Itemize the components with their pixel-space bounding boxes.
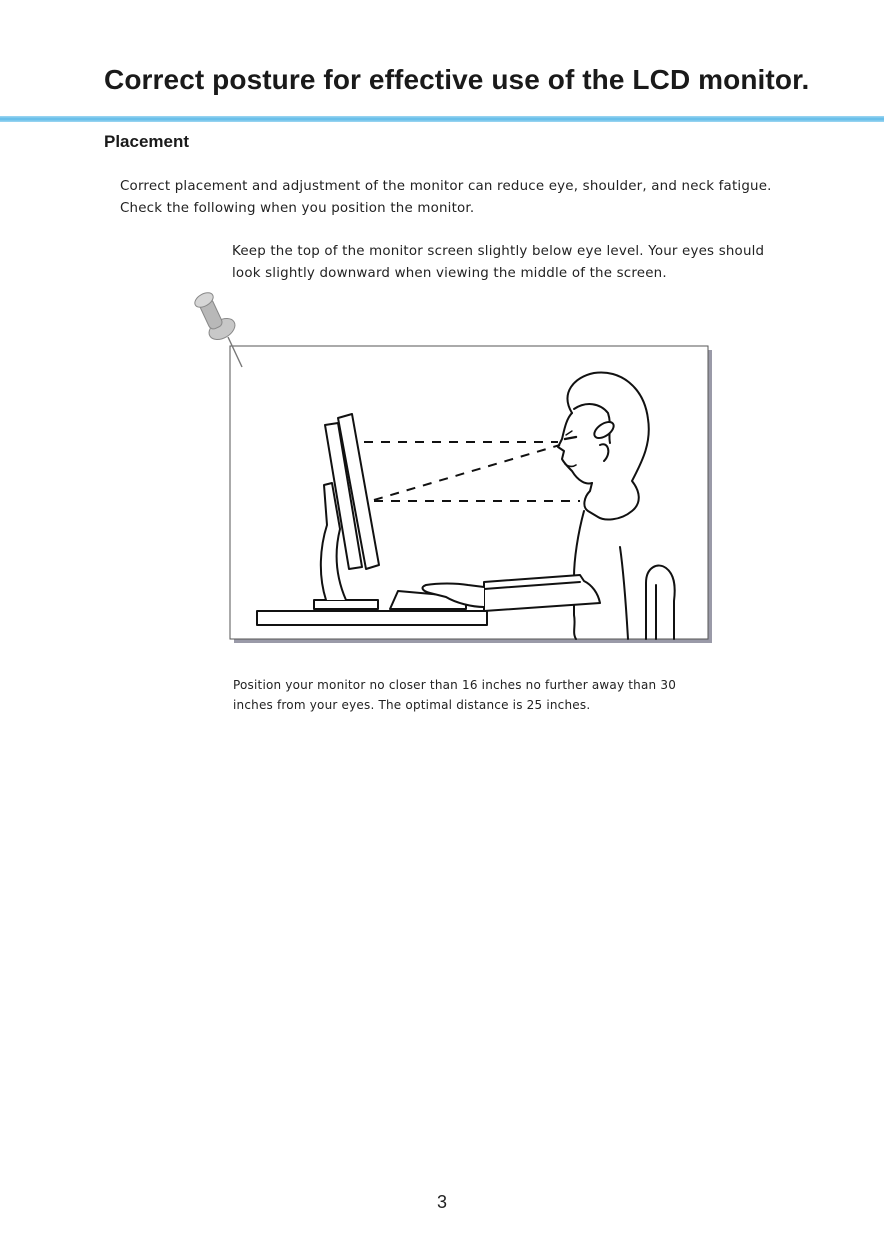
distance-note [233, 675, 693, 715]
page-title: Correct posture for effective use of the LCD monitor. [104, 64, 810, 95]
desk [257, 611, 487, 625]
posture-figure [180, 285, 720, 655]
tip-line: look slightly downward when viewing the middle of the screen. [232, 266, 667, 281]
intro-line: Correct placement and adjustment of the monitor can reduce eye, shoulder, and neck fatigue. [120, 179, 772, 194]
section-heading: Placement [104, 132, 190, 151]
intro-paragraph [120, 176, 820, 220]
page-number: 3 [436, 1192, 447, 1212]
note-line: inches from your eyes. The optimal distance is 25 inches. [233, 698, 591, 712]
monitor-base [314, 600, 378, 609]
intro-line: Check the following when you position the monitor. [120, 201, 475, 216]
note-line: Position your monitor no closer than 16 inches no further away than 30 [233, 678, 677, 692]
posture-illustration [180, 285, 720, 655]
eye-level-tip [232, 241, 792, 285]
tip-line: Keep the top of the monitor screen slightly below eye level. Your eyes should [232, 244, 765, 259]
header-rule [0, 116, 884, 122]
